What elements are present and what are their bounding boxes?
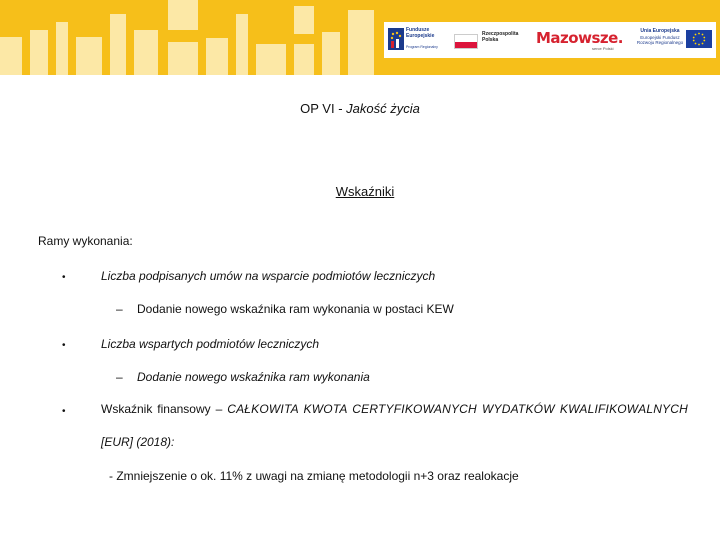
eu-line2: Europejski Fundusz xyxy=(640,34,680,40)
republic-of-poland-text xyxy=(482,31,518,43)
republic-line1: Rzeczpospolita xyxy=(482,31,519,37)
european-funds-sub: Program Regionalny xyxy=(406,45,438,49)
banner-block xyxy=(206,38,228,75)
banner-block xyxy=(168,0,198,30)
performance-framework-label: Ramy wykonania: xyxy=(38,234,133,248)
european-funds-logo xyxy=(388,26,446,54)
eu-line1: Unia Europejska xyxy=(640,28,680,34)
banner-block xyxy=(56,22,68,75)
financial-indicator-label: Wskaźnik finansowy – xyxy=(101,402,228,416)
banner-block xyxy=(322,32,340,75)
european-union-text xyxy=(636,28,684,46)
financial-indicator-name: CAŁKOWITA KWOTA CERTYFIKOWANYCH WYDATKÓW KWALIFIKOWALNYCH xyxy=(227,402,688,416)
partner-logos-strip xyxy=(384,22,716,58)
banner-block xyxy=(0,37,22,75)
european-union-logo xyxy=(636,28,714,54)
section-heading: Wskaźniki xyxy=(335,184,395,199)
indicator-item: Liczba wspartych podmiotów leczniczych xyxy=(101,337,320,351)
page-title-italic: Jakość życia xyxy=(346,101,420,116)
financial-indicator-note: - Zmniejszenie o ok. 11% z uwagi na zmianę metodologii n+3 oraz realokacje xyxy=(109,469,519,483)
mazowsze-wordmark: Mazowsze. xyxy=(536,29,623,47)
banner-block xyxy=(110,14,126,75)
republic-of-poland-logo xyxy=(454,32,518,54)
european-funds-line2: Europejskie xyxy=(406,33,435,39)
banner-block xyxy=(294,6,314,34)
banner-block xyxy=(76,37,102,75)
republic-line2: Polska xyxy=(482,37,499,43)
banner-block xyxy=(348,10,374,75)
banner-block xyxy=(30,30,48,75)
header-banner xyxy=(0,0,720,75)
page-title-prefix: OP VI - xyxy=(300,101,347,116)
bullet-marker: • xyxy=(62,406,66,417)
financial-indicator xyxy=(101,402,688,416)
page-title xyxy=(0,101,720,116)
financial-indicator-unit: [EUR] (2018): xyxy=(101,435,175,449)
european-funds-text xyxy=(406,27,434,39)
dash-marker: – xyxy=(116,370,123,384)
indicator-item: Liczba podpisanych umów na wsparcie podmiotów leczniczych xyxy=(101,269,436,283)
dash-marker: – xyxy=(116,302,123,316)
indicator-sub-item: Dodanie nowego wskaźnika ram wykonania w postaci KEW xyxy=(137,302,454,316)
banner-block xyxy=(294,44,314,75)
bullet-marker: • xyxy=(62,272,66,283)
eu-flag-icon xyxy=(686,30,712,48)
banner-block xyxy=(236,14,248,75)
banner-block xyxy=(168,42,198,75)
mazowsze-logo xyxy=(536,26,626,56)
european-funds-mark-icon xyxy=(388,28,404,50)
bullet-marker: • xyxy=(62,340,66,351)
banner-block xyxy=(134,30,158,75)
mazowsze-tagline: serce Polski xyxy=(592,46,614,51)
banner-block xyxy=(256,44,286,75)
polish-flag-icon xyxy=(454,34,478,49)
european-funds-line1: Fundusze xyxy=(406,27,430,33)
eu-line3: Rozwoju Regionalnego xyxy=(636,40,684,45)
indicator-sub-item: Dodanie nowego wskaźnika ram wykonania xyxy=(137,370,370,384)
